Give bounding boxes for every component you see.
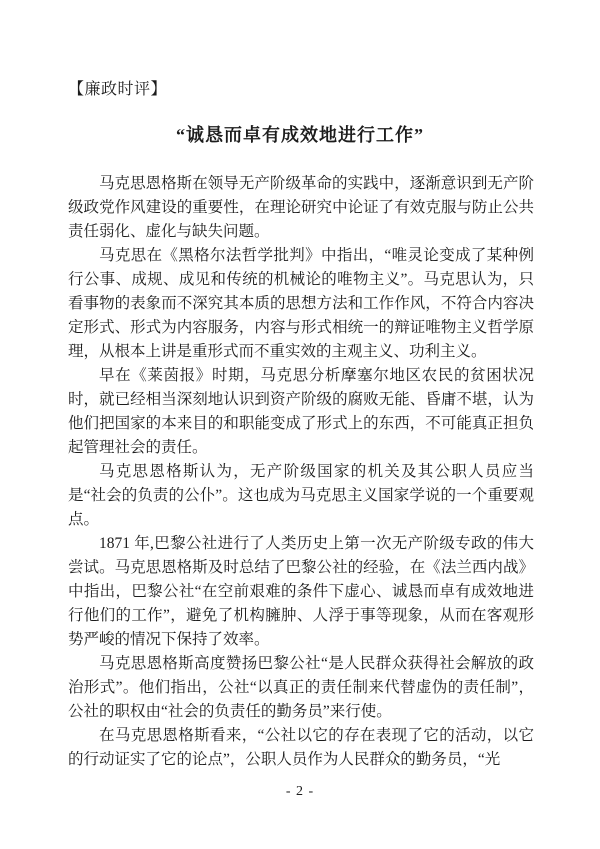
paragraph: 早在《莱茵报》时期，马克思分析摩塞尔地区农民的贫困状况时，就已经相当深刻地认识到资产阶级的腐败无能、昏庸不堪，认为他们把国家的本来目的和职能变成了形式上的东西，不可能真正担负起管理社会的责任。 bbox=[68, 367, 534, 456]
paragraph: 马克思在《黑格尔法哲学批判》中指出，“唯灵论变成了某种例行公事、成规、成见和传统的机械论的唯物主义”。马克思认为，只看事物的表象而不深究其本质的思想方法和工作作风，不符合内容决定形式、形式为内容服务，内容与形式相统一的辩证唯物主义哲学原理，从根本上讲是重形式而不重实效的主观主义、功利主义。 bbox=[68, 247, 534, 360]
document-title: “诚恳而卓有成效地进行工作” bbox=[176, 125, 424, 145]
category-tag: 【廉政时评】 bbox=[68, 81, 168, 98]
paragraph: 马克思恩格斯高度赞扬巴黎公社“是人民群众获得社会解放的政治形式”。他们指出，公社“以真正的责任制来代替虚伪的责任制”，公社的职权由“社会的负责任的勤务员”来行使。 bbox=[68, 655, 534, 720]
page-number: - 2 - bbox=[285, 784, 315, 799]
paragraph: 马克思恩格斯在领导无产阶级革命的实践中，逐渐意识到无产阶级政党作风建设的重要性，在理论研究中论证了有效克服与防止公共责任弱化、虚化与缺失问题。 bbox=[68, 175, 534, 240]
document-body bbox=[68, 172, 534, 772]
paragraph: 在马克思恩格斯看来，“公社以它的存在表现了它的活动，以它的行动证实了它的论点”，公职人员作为人民群众的勤务员，“光 bbox=[68, 727, 534, 768]
paragraph: 马克思恩格斯认为，无产阶级国家的机关及其公职人员应当是“社会的负责的公仆”。这也成为马克思主义国家学说的一个重要观点。 bbox=[68, 463, 534, 528]
paragraph: 1871 年,巴黎公社进行了人类历史上第一次无产阶级专政的伟大尝试。马克思恩格斯及时总结了巴黎公社的经验，在《法兰西内战》中指出，巴黎公社“在空前艰难的条件下虚心、诚恳而卓有成效地进行他们的工作”，避免了机构臃肿、人浮于事等现象，从而在客观形势严峻的情况下保持了效率。 bbox=[68, 535, 534, 648]
